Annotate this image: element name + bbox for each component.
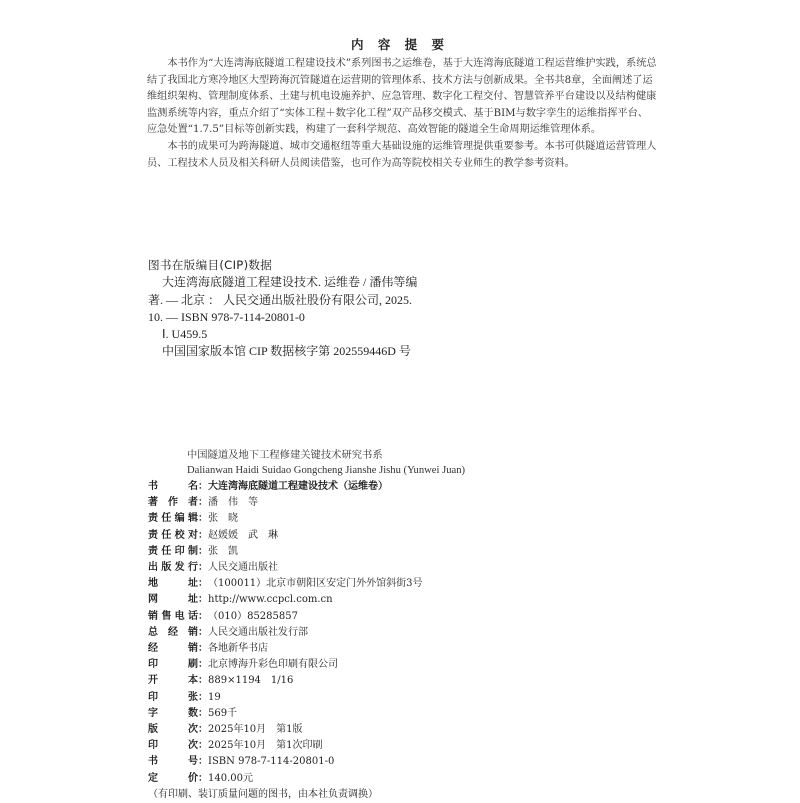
colophon-colon: ： [198, 481, 208, 492]
colophon-label: 印刷 [148, 659, 198, 671]
colophon-value: 140.00元 [208, 772, 253, 784]
colophon-row [148, 771, 478, 787]
colophon-row [148, 609, 478, 625]
colophon-row [148, 479, 478, 495]
colophon-row [148, 690, 478, 706]
colophon-value: 张 晓 [208, 513, 238, 525]
colophon-label: 版次 [148, 724, 198, 736]
colophon-label: 印次 [148, 740, 198, 752]
colophon-row [148, 738, 478, 754]
colophon-row [148, 544, 478, 560]
colophon-label: 定价 [148, 772, 198, 784]
colophon-label: 开本 [148, 675, 198, 687]
colophon-label: 字数 [148, 707, 198, 719]
colophon-label: 书名 [148, 481, 198, 492]
colophon-value: 人民交通出版社 [208, 562, 278, 574]
colophon-label: 出版发行 [148, 562, 198, 574]
summary-paragraph-1: 本书作为“大连湾海底隧道工程建设技术”系列图书之运维卷，基于大连湾海底隧道工程运营维护实践，系统总结了我国北方寒冷地区大型跨海沉管隧道在运营期的管理体系、技术方法与创新成果。全书共8章，全面阐述了运维组织架构、管理制度体系、土建与机电设施养护、应急管理、数字化工程交付、智慧管养平台建设以及结构健康监测系统等内容，重点介绍了“实体工程＋数字化工程”双产品移交模式、基于BIM与数字孪生的运维指挥平台、应急处置“1.7.5”目标等创新实践，构建了一套科学规范、高效智能的隧道全生命周期运维管理体系。 [147, 58, 657, 136]
colophon-value: 人民交通出版社发行部 [208, 626, 308, 638]
cip-line-4: Ⅰ. U459.5 [162, 327, 208, 342]
colophon-colon: ： [198, 643, 208, 655]
colophon-colon: ： [198, 691, 208, 703]
colophon-value: （010）85285857 [208, 610, 298, 622]
colophon-value: http://www.ccpcl.com.cn [208, 594, 333, 606]
colophon-label: 总经销 [148, 626, 198, 638]
colophon-label: 网址 [148, 594, 198, 606]
colophon-colon: ： [198, 610, 208, 622]
colophon-value: 张 凯 [208, 545, 238, 557]
colophon-row [148, 754, 478, 770]
colophon-colon: ： [198, 772, 208, 784]
colophon-colon: ： [198, 707, 208, 719]
colophon-row [148, 706, 478, 722]
colophon-row [148, 495, 478, 511]
cip-line-2: 著. — 北京 ： 人民交通出版社股份有限公司, 2025. [148, 292, 413, 307]
colophon-rows [148, 479, 478, 787]
colophon-row [148, 511, 478, 527]
colophon-row [148, 657, 478, 673]
colophon-value: 北京博海升彩色印刷有限公司 [208, 659, 338, 671]
colophon-colon: ： [198, 513, 208, 525]
series-block [187, 447, 465, 479]
colophon-colon: ： [198, 497, 208, 509]
colophon-value: 潘 伟 等 [208, 497, 258, 509]
series-name: 中国隧道及地下工程修建关键技术研究书系 [187, 449, 383, 461]
colophon-colon: ： [198, 756, 208, 768]
cip-line-1: 大连湾海底隧道工程建设技术. 运维卷 / 潘伟等编 [162, 275, 418, 290]
cip-data-block [148, 257, 568, 361]
colophon-label: 印张 [148, 691, 198, 703]
series-pinyin: Dalianwan Haidi Suidao Gongcheng Jianshe Jishu (Yunwei Juan) [187, 465, 466, 476]
summary-title: 内 容 提 要 [350, 37, 450, 52]
colophon-value: 889×1194 1/16 [208, 675, 294, 687]
colophon-colon: ： [198, 545, 208, 557]
colophon-label: 责任编辑 [148, 513, 198, 525]
colophon-value: 19 [208, 691, 221, 703]
colophon-row [148, 673, 478, 689]
cip-line-3: 10. — ISBN 978-7-114-20801-0 [148, 309, 305, 324]
colophon-colon: ： [198, 626, 208, 638]
colophon-colon: ： [198, 578, 208, 590]
colophon-value: 大连湾海底隧道工程建设技术（运维卷） [208, 481, 388, 492]
colophon-value: 569千 [208, 707, 238, 719]
colophon-row [148, 722, 478, 738]
colophon-label: 责任印制 [148, 545, 198, 557]
cip-line-5: 中国国家版本馆 CIP 数据核字第 202559446D 号 [162, 344, 411, 359]
colophon-colon: ： [198, 562, 208, 574]
summary-paragraph-2: 本书的成果可为跨海隧道、城市交通枢纽等重大基础设施的运维管理提供重要参考。本书可供隧道运营管理人员、工程技术人员及相关科研人员阅读借鉴，也可作为高等院校相关专业师生的教学参考资料。 [147, 140, 657, 169]
colophon-value: 2025年10月 第1次印刷 [208, 740, 323, 752]
colophon-value: 2025年10月 第1版 [208, 724, 303, 736]
colophon-row [148, 641, 478, 657]
colophon-label: 著作者 [148, 497, 198, 509]
colophon-colon: ： [198, 659, 208, 671]
colophon-value: 赵媛媛 武 琳 [208, 529, 278, 541]
colophon-note: （有印刷、装订质量问题的图书，由本社负责调换） [148, 788, 378, 800]
colophon [148, 479, 478, 803]
colophon-label: 经销 [148, 643, 198, 655]
colophon-value: （100011）北京市朝阳区安定门外外馆斜街3号 [208, 578, 423, 590]
colophon-row [148, 625, 478, 641]
colophon-label: 地址 [148, 578, 198, 590]
colophon-row [148, 576, 478, 592]
colophon-colon: ： [198, 740, 208, 752]
colophon-label: 书号 [148, 756, 198, 768]
colophon-label: 销售电话 [148, 610, 198, 622]
colophon-colon: ： [198, 594, 208, 606]
colophon-value: 各地新华书店 [208, 643, 268, 655]
colophon-label: 责任校对 [148, 529, 198, 541]
colophon-row [148, 560, 478, 576]
colophon-colon: ： [198, 724, 208, 736]
colophon-row [148, 528, 478, 544]
cip-heading: 图书在版编目(CIP)数据 [148, 258, 273, 272]
colophon-value: ISBN 978-7-114-20801-0 [208, 756, 335, 768]
colophon-colon: ： [198, 529, 208, 541]
summary-body [147, 56, 657, 172]
colophon-row [148, 592, 478, 608]
colophon-colon: ： [198, 675, 208, 687]
